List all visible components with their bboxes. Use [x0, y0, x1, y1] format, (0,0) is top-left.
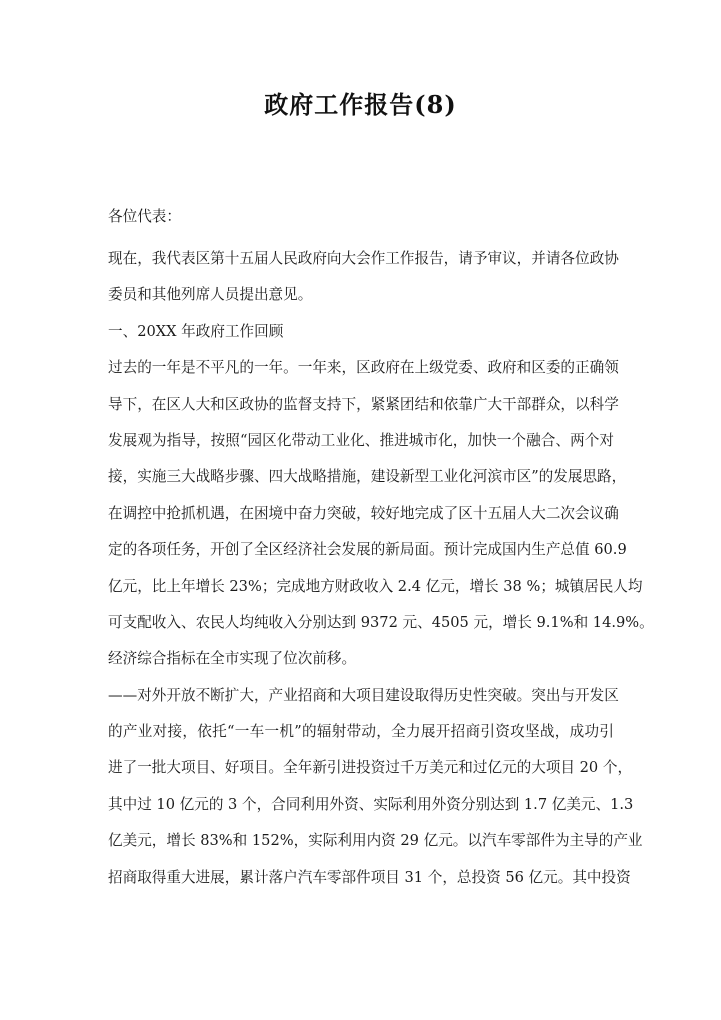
- paragraph-line: 现在，我代表区第十五届人民政府向大会作工作报告，请予审议，并请各位政协: [108, 250, 619, 267]
- paragraph-line: 在调控中抢抓机遇，在困境中奋力突破，较好地完成了区十五届人大二次会议确: [108, 504, 619, 522]
- paragraph-line: 亿元，比上年增长 23%；完成地方财政收入 2.4 亿元，增长 38 %；城镇居民人均: [108, 577, 643, 595]
- paragraph-line: 接，实施三大战略步骤、四大战略措施，建设新型工业化河滨市区”的发展思路，: [108, 468, 627, 486]
- paragraph-line: 委员和其他列席人员提出意见。: [108, 286, 313, 304]
- paragraph-line: 招商取得重大进展，累计落户汽车零部件项目 31 个，总投资 56 亿元。其中投资: [108, 868, 631, 886]
- paragraph-line: 进了一批大项目、好项目。全年新引进投资过千万美元和过亿元的大项目 20 个，: [108, 759, 633, 777]
- paragraph-line: 发展观为指导，按照“园区化带动工业化、推进城市化，加快一个融合、两个对: [108, 431, 614, 449]
- document-title: 政府工作报告(8): [264, 90, 457, 119]
- paragraph-line: 可支配收入、农民人均纯收入分别达到 9372 元、4505 元，增长 9.1%和 14.9%。: [108, 613, 654, 631]
- paragraph-line: 定的各项任务，开创了全区经济社会发展的新局面。预计完成国内生产总值 60.9: [108, 541, 627, 559]
- paragraph-line: 过去的一年是不平凡的一年。一年来，区政府在上级党委、政府和区委的正确领: [108, 359, 619, 377]
- paragraph-line: 经济综合指标在全市实现了位次前移。: [108, 650, 357, 668]
- salutation-line: 各位代表：: [108, 208, 181, 225]
- paragraph-line: ——对外开放不断扩大，产业招商和大项目建设取得历史性突破。突出与开发区: [108, 686, 619, 704]
- paragraph-line: 的产业对接，依托“一车一机”的辐射带动，全力展开招商引资攻坚战，成功引: [108, 723, 614, 741]
- section-heading: 一、20XX 年政府工作回顾: [108, 322, 284, 340]
- paragraph-line: 亿美元，增长 83%和 152%，实际利用内资 29 亿元。以汽车零部件为主导的产业: [108, 832, 643, 850]
- document-body: [108, 205, 654, 902]
- paragraph-line: 导下，在区人大和区政协的监督支持下，紧紧团结和依靠广大干部群众，以科学: [108, 395, 619, 413]
- paragraph-line: 其中过 10 亿元的 3 个，合同利用外资、实际利用外资分别达到 1.7 亿美元、1.3: [108, 795, 634, 813]
